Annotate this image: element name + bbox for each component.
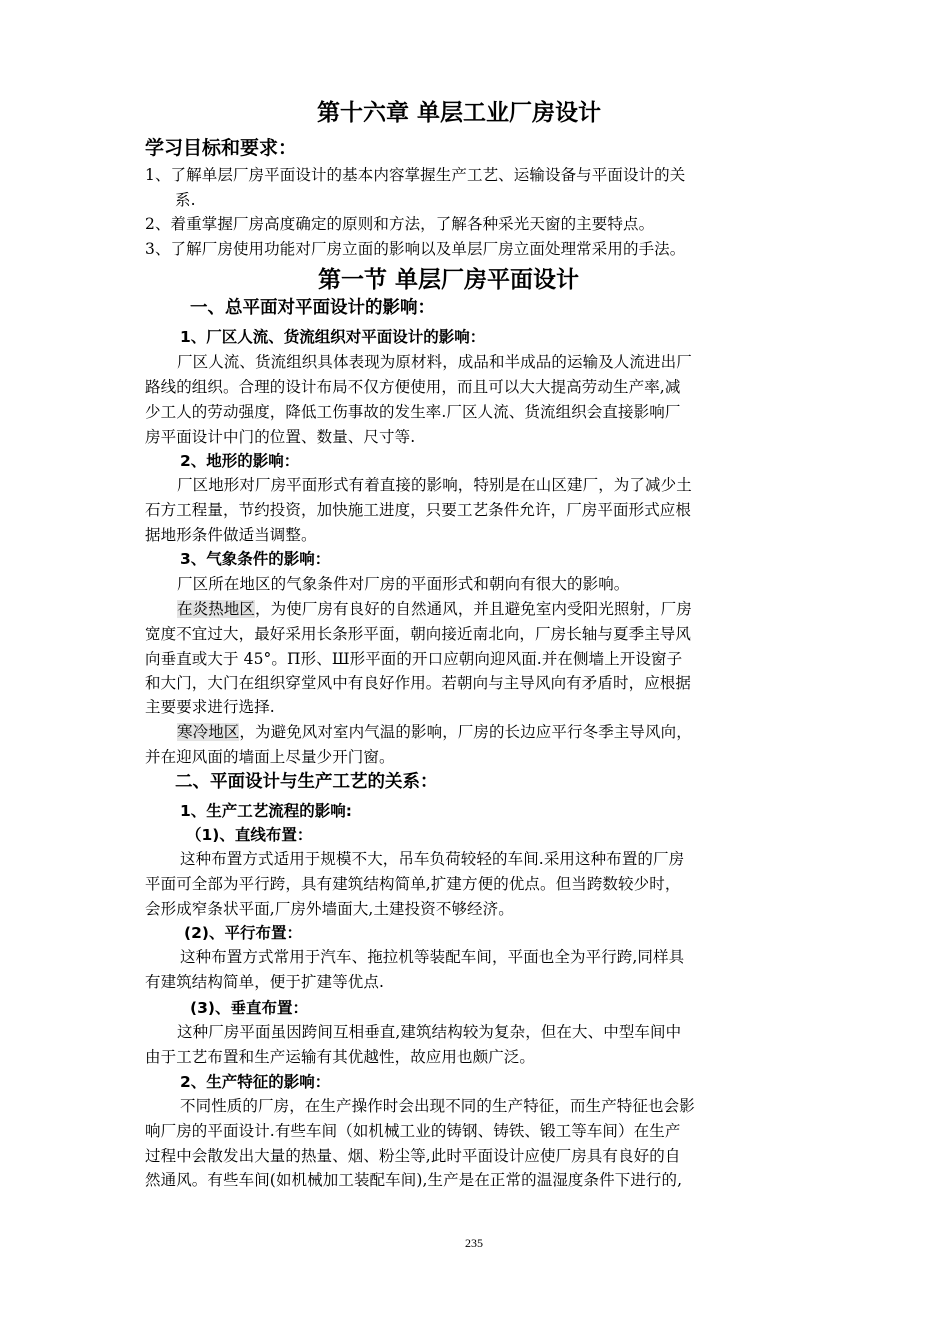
paragraph-line: 据地形条件做适当调整。 (145, 526, 317, 544)
part2-sub2-heading: 2、生产特征的影响： (180, 1073, 331, 1091)
paragraph-line: 平面可全部为平行跨，具有建筑结构简单,扩建方便的优点。但当跨数较少时， (145, 875, 681, 893)
objective-item-1-cont: 系. (175, 191, 196, 209)
paragraph-line: 在炎热地区，为使厂房有良好的自然通风，并且避免室内受阳光照射，厂房 (177, 600, 692, 618)
paragraph-line: 有建筑结构简单，便于扩建等优点. (145, 973, 385, 991)
paragraph-line: 会形成窄条状平面,厂房外墙面大,土建投资不够经济。 (145, 900, 514, 918)
part1-heading: 一、总平面对平面设计的影响： (190, 298, 435, 318)
paragraph-line: 寒冷地区，为避免风对室内气温的影响，厂房的长边应平行冬季主导风向， (177, 723, 692, 741)
paragraph-line: 路线的组织。合理的设计布局不仅方便使用，而且可以大大提高劳动生产率,减 (145, 378, 681, 396)
paragraph-line: 厂区人流、货流组织具体表现为原材料，成品和半成品的运输及人流进出厂 (177, 353, 692, 371)
layout3-heading: (3)、垂直布置： (190, 999, 308, 1017)
paragraph-line: 石方工程量，节约投资，加快施工进度，只要工艺条件允许，厂房平面形式应根 (145, 501, 692, 519)
paragraph-line: 少工人的劳动强度，降低工伤事故的发生率.厂区人流、货流组织会直接影响厂 (145, 403, 681, 421)
objective-item-3: 3、了解厂房使用功能对厂房立面的影响以及单层厂房立面处理常采用的手法。 (145, 240, 686, 258)
paragraph-line: 由于工艺布置和生产运输有其优越性，故应用也颇广泛。 (145, 1048, 536, 1066)
highlight-hot-region: 在炎热地区 (177, 600, 256, 618)
page-number: 235 (465, 1236, 483, 1250)
objective-item-1: 1、了解单层厂房平面设计的基本内容掌握生产工艺、运输设备与平面设计的关 (145, 166, 686, 184)
paragraph-line: 过程中会散发出大量的热量、烟、粉尘等,此时平面设计应使厂房具有良好的自 (145, 1147, 681, 1165)
part2-heading: 二、平面设计与生产工艺的关系： (175, 772, 438, 792)
section-title: 第一节 单层厂房平面设计 (318, 267, 580, 293)
paragraph-line: 这种布置方式适用于规模不大，吊车负荷较轻的车间.采用这种布置的厂房 (180, 850, 685, 868)
paragraph-line: 和大门，大门在组织穿堂风中有良好作用。若朝向与主导风向有矛盾时，应根据 (145, 674, 692, 692)
layout2-heading: (2)、平行布置： (184, 924, 302, 942)
layout1-heading: （1)、直线布置： (186, 826, 313, 844)
chapter-title: 第十六章 单层工业厂房设计 (317, 100, 602, 126)
paragraph-line: 这种布置方式常用于汽车、拖拉机等装配车间，平面也全为平行跨,同样具 (180, 948, 685, 966)
paragraph-line: 厂区所在地区的气象条件对厂房的平面形式和朝向有很大的影响。 (177, 575, 630, 593)
sub3-heading: 3、气象条件的影响： (180, 550, 331, 568)
paragraph-line: 并在迎风面的墙面上尽量少开门窗。 (145, 748, 395, 766)
paragraph-line: 主要要求进行选择. (145, 698, 275, 716)
paragraph-line: 这种厂房平面虽因跨间互相垂直,建筑结构较为复杂，但在大、中型车间中 (177, 1023, 682, 1041)
objective-item-2: 2、着重掌握厂房高度确定的原则和方法，了解各种采光天窗的主要特点。 (145, 215, 655, 233)
paragraph-line: 然通风。有些车间(如机械加工装配车间),生产是在正常的温湿度条件下进行的, (145, 1171, 683, 1189)
highlight-cold-region: 寒冷地区 (177, 723, 240, 741)
paragraph-line: 响厂房的平面设计.有些车间（如机械工业的铸钢、铸铁、锻工等车间）在生产 (145, 1122, 681, 1140)
objectives-heading: 学习目标和要求： (145, 137, 298, 159)
sub2-heading: 2、地形的影响： (180, 452, 300, 470)
sub1-heading: 1、厂区人流、货流组织对平面设计的影响： (180, 328, 486, 346)
part2-sub1-heading: 1、生产工艺流程的影响: (180, 802, 352, 820)
paragraph-line: 房平面设计中门的位置、数量、尺寸等. (145, 428, 416, 446)
paragraph-line: 不同性质的厂房，在生产操作时会出现不同的生产特征，而生产特征也会影 (180, 1097, 695, 1115)
paragraph-line: 向垂直或大于 45°。Π形、Ш形平面的开口应朝向迎风面.并在侧墙上开设窗子 (145, 650, 683, 668)
paragraph-line: 厂区地形对厂房平面形式有着直接的影响，特别是在山区建厂，为了减少土 (177, 476, 692, 494)
paragraph-line: 宽度不宜过大，最好采用长条形平面，朝向接近南北向，厂房长轴与夏季主导风 (145, 625, 692, 643)
